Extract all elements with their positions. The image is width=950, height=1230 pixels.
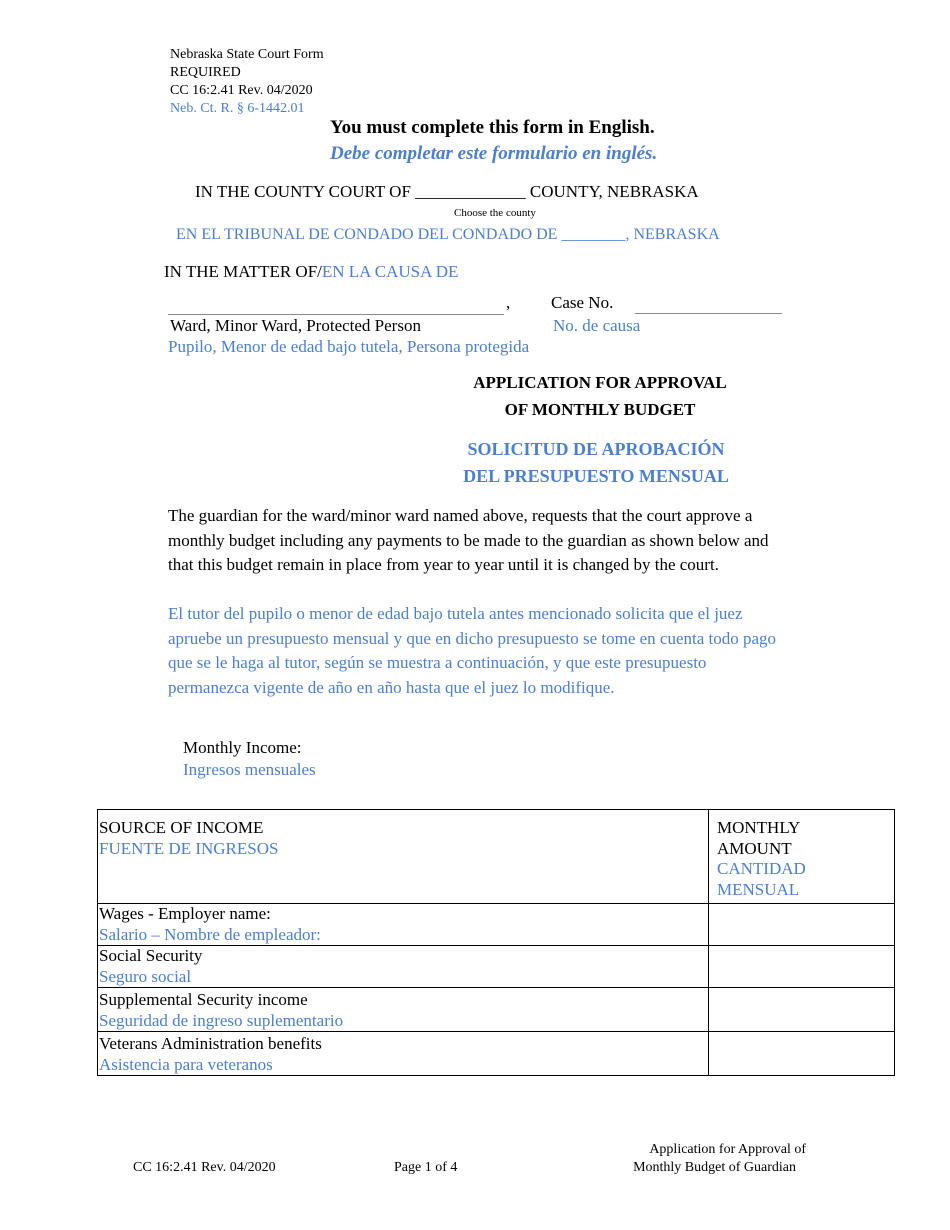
monthly-amount-cell[interactable]: [709, 904, 895, 946]
monthly-income-label-es: Ingresos mensuales: [183, 760, 316, 779]
ward-name-field[interactable]: [168, 314, 504, 315]
request-paragraph-en: The guardian for the ward/minor ward named above, requests that the court approve a monthly budget including any payments to be made to the guardian as shown below and that this budget remain in place from year to year until it is changed by the court.: [168, 506, 769, 575]
title-es-line2: DEL PRESUPUESTO MENSUAL: [463, 466, 729, 486]
form-header-code: CC 16:2.41 Rev. 04/2020: [170, 83, 313, 98]
footer-page-number: Page 1 of 4: [394, 1160, 458, 1175]
income-source-en: Social Security: [99, 946, 203, 965]
ward-label-en: Ward, Minor Ward, Protected Person: [170, 316, 421, 335]
amount-header-es-1: CANTIDAD: [717, 859, 806, 878]
source-of-income-header: [98, 810, 709, 904]
form-header-required: REQUIRED: [170, 65, 241, 80]
case-number-label-es: No. de causa: [553, 316, 641, 335]
court-rule-link[interactable]: Neb. Ct. R. § 6-1442.01: [170, 101, 305, 116]
matter-of-label: [164, 262, 458, 282]
amount-header-en-2: AMOUNT: [717, 838, 792, 858]
english-notice: You must complete this form in English.: [330, 117, 655, 138]
table-row: [98, 946, 895, 988]
monthly-amount-header: [709, 810, 895, 904]
request-paragraph-es: El tutor del pupilo o menor de edad bajo tutela antes mencionado solicita que el juez apruebe un presupuesto mensual y que en dicho presupuesto se tome en cuenta todo pago que se le haga al tutor, según se muestra a continuación, y que este presupuesto permanezca vigente de año en año hasta que el juez lo modifique.: [168, 604, 777, 697]
title-en-line2: OF MONTHLY BUDGET: [504, 400, 696, 419]
income-source-es: Asistencia para veteranos: [99, 1054, 273, 1074]
amount-header-es-2: MENSUAL: [717, 879, 800, 899]
matter-of-en: IN THE MATTER OF/: [164, 262, 322, 281]
matter-of-es: EN LA CAUSA DE: [321, 262, 459, 281]
income-source-es: Seguridad de ingreso suplementario: [99, 1010, 344, 1030]
case-number-label: Case No.: [551, 293, 614, 312]
income-source-en: Wages - Employer name:: [99, 904, 271, 923]
source-header-en: SOURCE OF INCOME: [99, 818, 264, 837]
income-source-en: Veterans Administration benefits: [99, 1034, 322, 1053]
income-source-cell: [98, 904, 709, 946]
table-row: [98, 988, 895, 1032]
form-header-name: Nebraska State Court Form: [170, 47, 324, 62]
footer-title-line2: Monthly Budget of Guardian: [633, 1160, 796, 1175]
income-source-en: Supplemental Security income: [99, 990, 308, 1009]
court-caption-en: IN THE COUNTY COURT OF _____________ COUNTY, NEBRASKA: [195, 182, 699, 201]
monthly-amount-cell[interactable]: [709, 946, 895, 988]
monthly-income-label: Monthly Income:: [183, 738, 302, 757]
title-en-line1: APPLICATION FOR APPROVAL: [473, 373, 727, 392]
monthly-amount-cell[interactable]: [709, 1032, 895, 1076]
ward-comma: ,: [506, 293, 511, 312]
footer-form-code: CC 16:2.41 Rev. 04/2020: [133, 1160, 276, 1175]
ward-label-es: Pupilo, Menor de edad bajo tutela, Persona protegida: [168, 337, 530, 356]
table-row: [98, 904, 895, 946]
footer-title-line1: Application for Approval of: [649, 1142, 806, 1157]
monthly-amount-cell[interactable]: [709, 988, 895, 1032]
court-caption-es: EN EL TRIBUNAL DE CONDADO DEL CONDADO DE ________, NEBRASKA: [176, 226, 720, 243]
income-source-cell: [98, 988, 709, 1032]
table-header-row: [98, 810, 895, 904]
income-source-cell: [98, 946, 709, 988]
amount-header-en-1: MONTHLY: [717, 818, 801, 837]
income-source-es: Salario – Nombre de empleador:: [99, 924, 321, 944]
case-number-field[interactable]: [635, 313, 782, 314]
table-row: [98, 1032, 895, 1076]
income-source-cell: [98, 1032, 709, 1076]
source-header-es: FUENTE DE INGRESOS: [99, 838, 279, 858]
income-source-es: Seguro social: [99, 966, 192, 986]
title-es-line1: SOLICITUD DE APROBACIÓN: [467, 439, 725, 459]
income-table: [97, 809, 895, 1076]
county-hint: Choose the county: [454, 207, 536, 219]
spanish-notice: Debe completar este formulario en inglés.: [330, 143, 658, 164]
